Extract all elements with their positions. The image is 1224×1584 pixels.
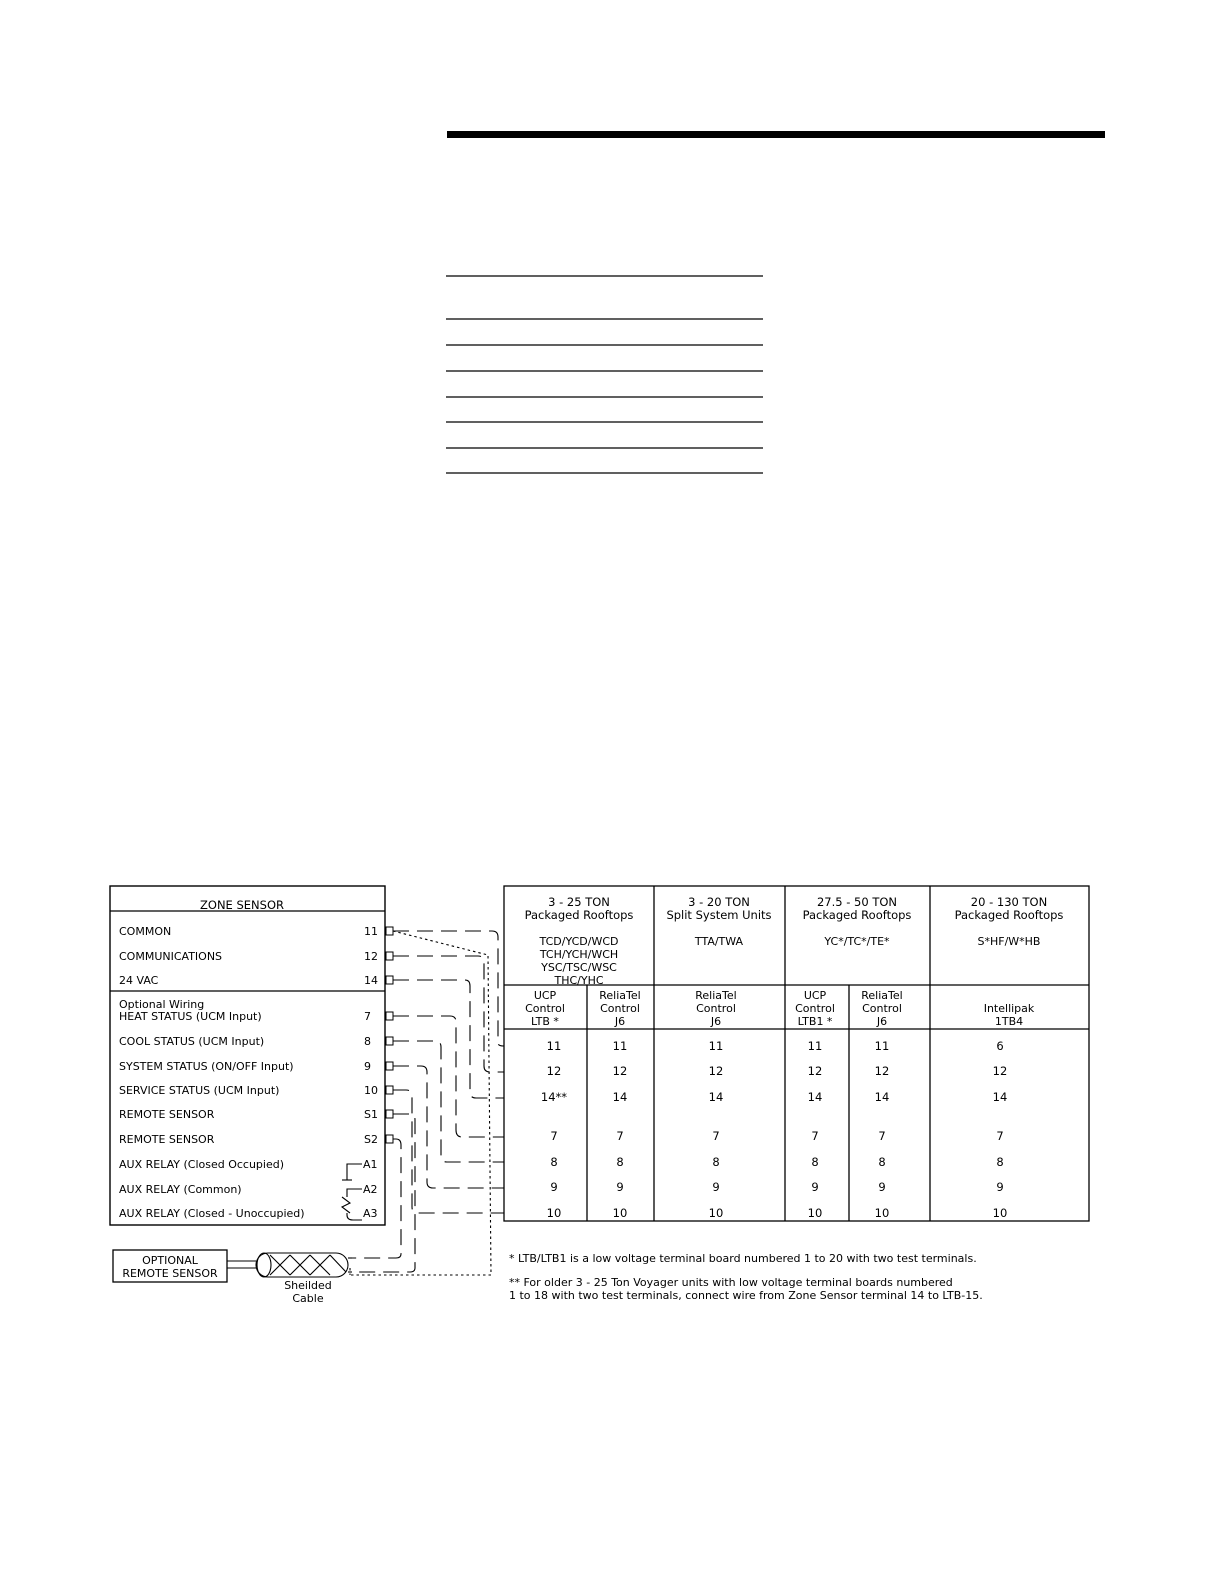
table-cell: 9 — [996, 1180, 1004, 1194]
table-cell: 8 — [878, 1155, 886, 1169]
table-cell: 12 — [708, 1064, 724, 1078]
group-subtitle: Split System Units — [666, 908, 772, 922]
table-cell: 8 — [550, 1155, 558, 1169]
note-1: * LTB/LTB1 is a low voltage terminal board numbered 1 to 20 with two test terminals. — [509, 1252, 977, 1265]
cable-label-line2: Cable — [292, 1292, 324, 1305]
model-designation: THC/YHC — [554, 974, 604, 987]
table-cell: 7 — [712, 1129, 720, 1143]
shielded-cable-icon — [227, 1253, 352, 1277]
zone-sensor-terminal-number: 8 — [364, 1035, 371, 1048]
group-title: 27.5 - 50 TON — [816, 895, 898, 909]
group-subtitle: Packaged Rooftops — [802, 908, 912, 922]
table-cell: 10 — [807, 1206, 823, 1220]
table-cell: 9 — [811, 1180, 819, 1194]
terminal-screw-icon — [386, 1135, 393, 1143]
table-cell: 6 — [996, 1039, 1004, 1053]
table-cell: 11 — [807, 1039, 823, 1053]
optional-wiring-label: Optional Wiring — [119, 998, 205, 1011]
terminal-screw-icon — [386, 1062, 393, 1070]
subcolumn-header: LTB * — [531, 1015, 559, 1028]
subcolumn-header: Control — [600, 1002, 640, 1015]
table-cell: 14** — [540, 1090, 568, 1104]
subcolumn-header: UCP — [803, 989, 827, 1002]
table-cell: 14 — [708, 1090, 724, 1104]
zone-sensor-row-label: AUX RELAY (Common) — [119, 1183, 242, 1196]
subcolumn-header: ReliaTel — [695, 989, 737, 1002]
model-designation: TCH/YCH/WCH — [539, 948, 619, 961]
optional-remote-sensor-line1: OPTIONAL — [142, 1254, 198, 1267]
subcolumn-header: UCP — [533, 989, 557, 1002]
table-cell: 9 — [878, 1180, 886, 1194]
optional-remote-sensor-line2: REMOTE SENSOR — [122, 1267, 218, 1280]
zone-sensor-terminal-number: 7 — [364, 1010, 371, 1023]
subcolumn-header: J6 — [876, 1015, 888, 1028]
zone-sensor-row-label: REMOTE SENSOR — [119, 1133, 215, 1146]
table-cell: 10 — [546, 1206, 562, 1220]
table-cell: 7 — [811, 1129, 819, 1143]
group-title: 3 - 20 TON — [688, 895, 750, 909]
table-cell: 7 — [878, 1129, 886, 1143]
zone-sensor-row-label: HEAT STATUS (UCM Input) — [119, 1010, 262, 1023]
zone-sensor-row-label: REMOTE SENSOR — [119, 1108, 215, 1121]
subcolumn-header: Control — [525, 1002, 565, 1015]
zone-sensor-row-label: SYSTEM STATUS (ON/OFF Input) — [119, 1060, 294, 1073]
zone-sensor-terminal-number: 11 — [364, 925, 378, 938]
model-designation: YSC/TSC/WSC — [541, 961, 617, 974]
table-cell: 12 — [807, 1064, 823, 1078]
note-2-line-1: ** For older 3 - 25 Ton Voyager units with low voltage terminal boards numbered — [509, 1276, 953, 1289]
group-subtitle: Packaged Rooftops — [524, 908, 634, 922]
subcolumn-header: Intellipak — [983, 1002, 1035, 1015]
subcolumn-header: ReliaTel — [861, 989, 903, 1002]
table-cell: 14 — [612, 1090, 628, 1104]
zone-sensor-row-label: SERVICE STATUS (UCM Input) — [119, 1084, 280, 1097]
table-cell: 8 — [712, 1155, 720, 1169]
table-cell: 7 — [996, 1129, 1004, 1143]
zone-sensor-row-label: COOL STATUS (UCM Input) — [119, 1035, 265, 1048]
terminal-screw-icon — [386, 976, 393, 984]
zone-sensor-terminal-number: 9 — [364, 1060, 371, 1073]
subcolumn-header: LTB1 * — [797, 1015, 833, 1028]
table-cell: 14 — [874, 1090, 890, 1104]
model-designation: TTA/TWA — [694, 935, 744, 948]
zone-sensor-terminal-number: 10 — [364, 1084, 378, 1097]
subcolumn-header: Control — [696, 1002, 736, 1015]
subcolumn-header: 1TB4 — [994, 1015, 1024, 1028]
table-cell: 14 — [807, 1090, 823, 1104]
terminal-screw-icon — [386, 1012, 393, 1020]
zone-sensor-row-label: AUX RELAY (Closed Occupied) — [119, 1158, 285, 1171]
table-cell: 12 — [992, 1064, 1008, 1078]
zone-sensor-terminal-number: A1 — [363, 1158, 378, 1171]
terminal-screw-icon — [386, 1086, 393, 1094]
header-rule — [447, 131, 1105, 138]
zone-sensor-row-label: 24 VAC — [119, 974, 159, 987]
model-designation: YC*/TC*/TE* — [824, 935, 890, 948]
terminal-screw-icon — [386, 927, 393, 935]
table-cell: 14 — [992, 1090, 1008, 1104]
cable-label-line1: Sheilded — [284, 1279, 332, 1292]
table-cell: 9 — [550, 1180, 558, 1194]
zone-sensor-terminal-number: 12 — [364, 950, 378, 963]
table-cell: 8 — [996, 1155, 1004, 1169]
group-subtitle: Packaged Rooftops — [954, 908, 1064, 922]
table-cell: 11 — [612, 1039, 628, 1053]
table-cell: 9 — [712, 1180, 720, 1194]
table-cell: 10 — [612, 1206, 628, 1220]
zone-sensor-terminal-number: A2 — [363, 1183, 378, 1196]
table-cell: 10 — [874, 1206, 890, 1220]
terminal-screw-icon — [386, 1037, 393, 1045]
model-designation: TCD/YCD/WCD — [539, 935, 619, 948]
table-cell: 12 — [612, 1064, 628, 1078]
optional-remote-sensor — [113, 1250, 227, 1282]
table-cell: 10 — [992, 1206, 1008, 1220]
table-cell: 10 — [708, 1206, 724, 1220]
subcolumn-header: J6 — [614, 1015, 626, 1028]
zone-sensor-rows — [119, 925, 393, 1220]
table-cell: 9 — [616, 1180, 624, 1194]
zone-sensor-terminal-number: A3 — [363, 1207, 378, 1220]
terminal-screw-icon — [386, 1110, 393, 1118]
terminal-screw-icon — [386, 952, 393, 960]
group-title: 20 - 130 TON — [970, 895, 1048, 909]
model-designation: S*HF/W*HB — [977, 935, 1041, 948]
table-cell: 8 — [616, 1155, 624, 1169]
zone-sensor-terminal-number: S1 — [364, 1108, 378, 1121]
subcolumn-header: Control — [862, 1002, 902, 1015]
subcolumn-header: ReliaTel — [599, 989, 641, 1002]
table-cell: 12 — [874, 1064, 890, 1078]
empty-ruled-table — [446, 276, 763, 473]
zone-sensor-terminal-number: 14 — [364, 974, 378, 987]
unit-terminal-table-text — [525, 895, 1064, 1220]
zone-sensor-terminal-number: S2 — [364, 1133, 378, 1146]
table-cell: 7 — [616, 1129, 624, 1143]
subcolumn-header: J6 — [710, 1015, 722, 1028]
zone-sensor-row-label: AUX RELAY (Closed - Unoccupied) — [119, 1207, 305, 1220]
table-cell: 7 — [550, 1129, 558, 1143]
table-cell: 12 — [546, 1064, 562, 1078]
zone-sensor-row-label: COMMUNICATIONS — [119, 950, 223, 963]
note-2-line-2: 1 to 18 with two test terminals, connect wire from Zone Sensor terminal 14 to LTB-15. — [509, 1289, 983, 1302]
table-cell: 11 — [546, 1039, 562, 1053]
zone-sensor-title: ZONE SENSOR — [200, 898, 284, 912]
table-cell: 11 — [708, 1039, 724, 1053]
zone-sensor-row-label: COMMON — [119, 925, 172, 938]
table-cell: 8 — [811, 1155, 819, 1169]
subcolumn-header: Control — [795, 1002, 835, 1015]
table-cell: 11 — [874, 1039, 890, 1053]
group-title: 3 - 25 TON — [548, 895, 610, 909]
